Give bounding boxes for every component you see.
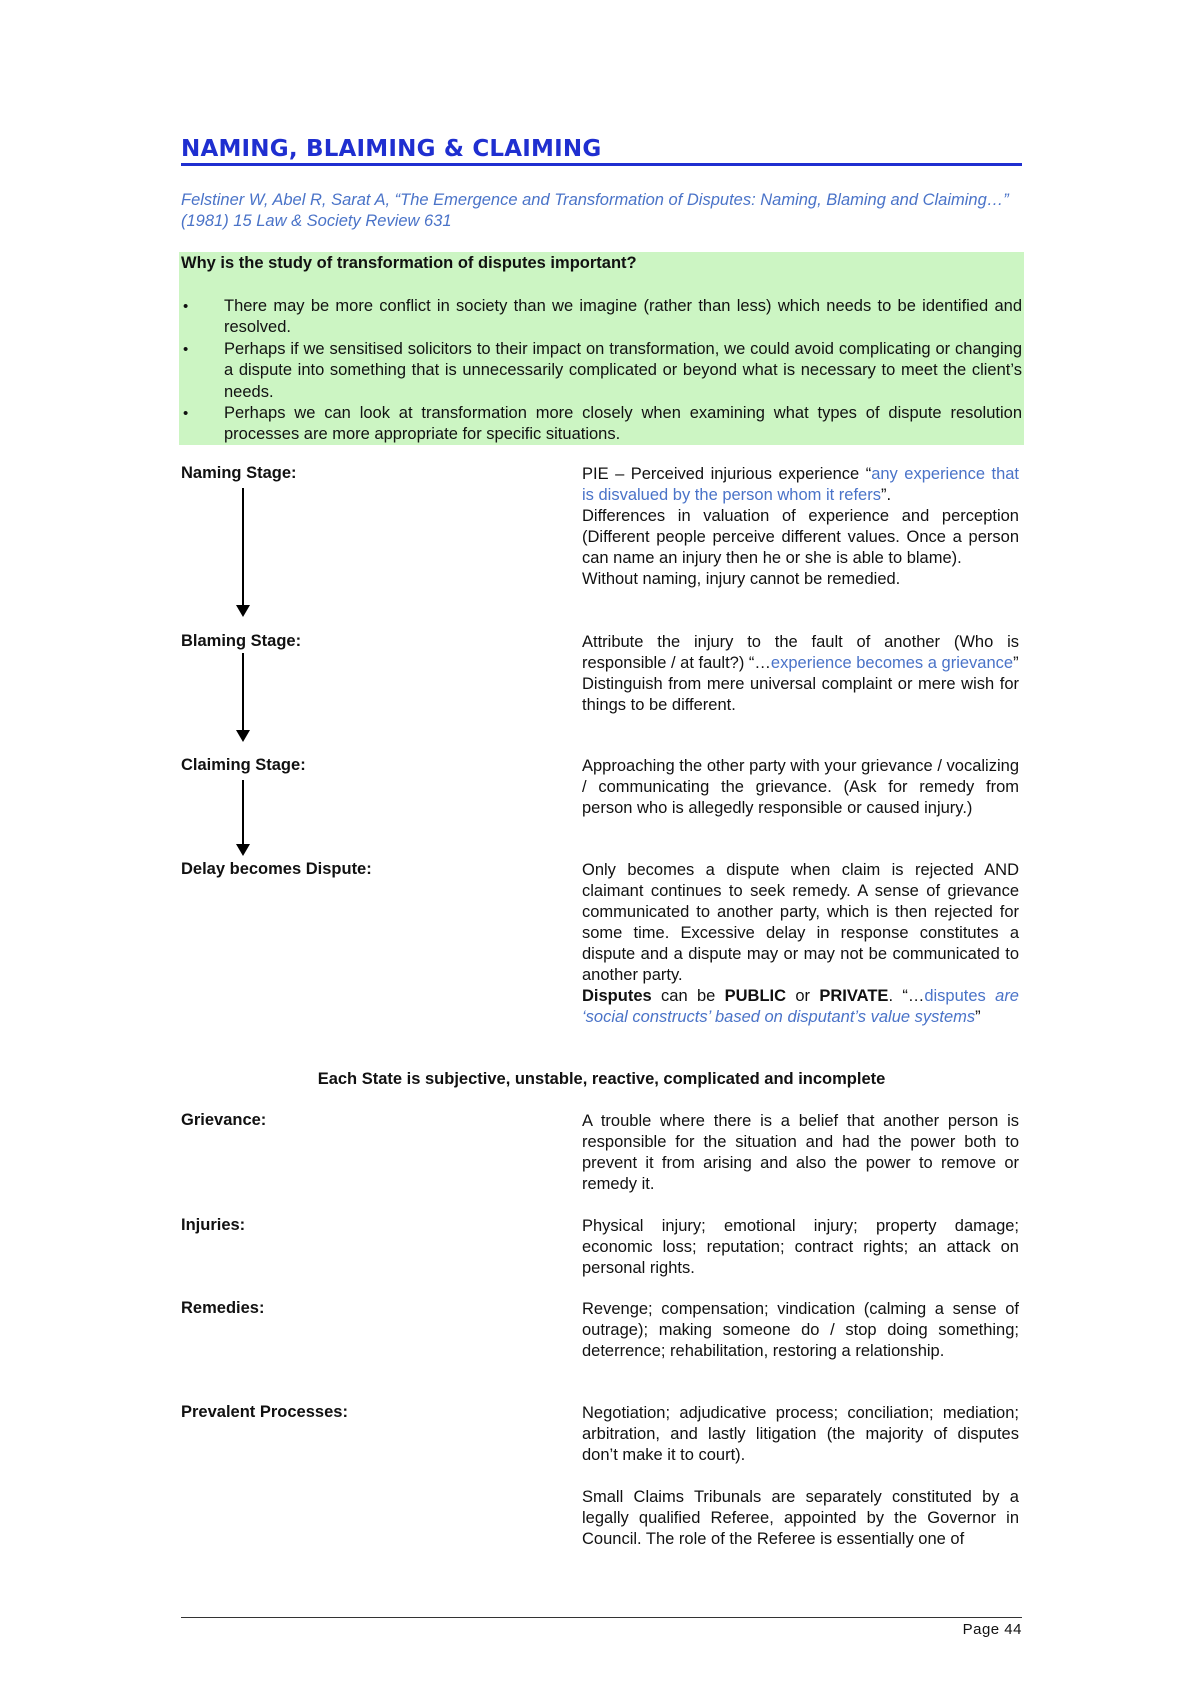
remedies-definition: Revenge; compensation; vindication (calming a sense of outrage); making someone do / stop doing something; deterrence; rehabilitation, restoring a relationship. (582, 1300, 1019, 1360)
processes-definition: Negotiation; adjudicative process; conciliation; mediation; arbitration, and lastly litigation (the majority of disputes don’t make it to court). (582, 1404, 1019, 1464)
remedies-label: Remedies: (181, 1299, 265, 1317)
delay-stage-label: Delay becomes Dispute: (181, 860, 372, 878)
injuries-definition: Physical injury; emotional injury; property damage; economic loss; reputation; contract rights; an attack on personal rights. (582, 1217, 1019, 1277)
claiming-stage-label: Claiming Stage: (181, 756, 306, 774)
blaming-stage-label: Blaming Stage: (181, 632, 302, 650)
grievance-definition: A trouble where there is a belief that another person is responsible for the situation and had the power both to prevent it from arising and also the power to remove or remedy it. (582, 1112, 1019, 1193)
bullet-item: • Perhaps we can look at transformation more closely when examining what types of dispute resolution processes are more appropriate for specific situations. (181, 403, 1022, 446)
delay-stage-description: Only becomes a dispute when claim is rejected AND claimant continues to seek remedy. A sense of grievance communicated to another party, which is then rejected for some time. Excessive delay in response constitutes a dispute and a dispute may or may not be communicated to another party. Disputes can be PUBLIC or PRIVATE. “…disputes are ‘social constructs’ based on disputant’s value systems” (582, 861, 1019, 1026)
bullet-item: • Perhaps if we sensitised solicitors to their impact on transformation, we could avoid complicating or changing a dispute into something that is unnecessarily complicated or beyond what is necessary to meet the client’s needs. (181, 339, 1022, 403)
citation: Felstiner W, Abel R, Sarat A, “The Emergence and Transformation of Disputes: Naming, Blaming and Claiming…” (1981) 15 Law & Society Review 631 (181, 191, 1009, 230)
bullet-list (181, 296, 1022, 446)
blaming-quote: experience becomes a grievance (770, 654, 1014, 672)
small-claims-paragraph: Small Claims Tribunals are separately constituted by a legally qualified Referee, appointed by the Governor in Council. The role of the Referee is essentially one of (582, 1488, 1019, 1548)
down-arrow-icon (242, 488, 244, 615)
states-heading: Each State is subjective, unstable, reactive, complicated and incomplete (317, 1070, 886, 1088)
blaming-stage-description: Attribute the injury to the fault of another (Who is responsible / at fault?) “…experience becomes a grievance” Distinguish from mere universal complaint or mere wish for things to be different. (582, 633, 1019, 714)
bullet-item: • There may be more conflict in society than we imagine (rather than less) which needs to be identified and resolved. (181, 296, 1022, 339)
naming-quote: any experience that is disvalued by the person whom it refers (582, 465, 1020, 504)
down-arrow-icon (242, 653, 244, 740)
footer-divider (181, 1617, 1022, 1618)
question-heading: Why is the study of transformation of disputes important? (181, 254, 637, 272)
grievance-label: Grievance: (181, 1111, 267, 1129)
page-title: NAMING, BLAIMING & CLAIMING (181, 136, 1022, 166)
claiming-stage-description: Approaching the other party with your grievance / vocalizing / communicating the grievance. (Ask for remedy from person who is allegedly responsible or caused injury.) (582, 757, 1019, 817)
page-number: Page 44 (962, 1621, 1022, 1638)
injuries-label: Injuries: (181, 1216, 246, 1234)
naming-stage-label: Naming Stage: (181, 464, 297, 482)
down-arrow-icon (242, 780, 244, 854)
naming-stage-description: PIE – Perceived injurious experience “any experience that is disvalued by the person whom it refers”. Differences in valuation of experience and perception (Different people perceive different values. Once a person can name an injury then he or she is able to blame). Without naming, injury cannot be remedied. (582, 465, 1020, 588)
processes-label: Prevalent Processes: (181, 1403, 348, 1421)
